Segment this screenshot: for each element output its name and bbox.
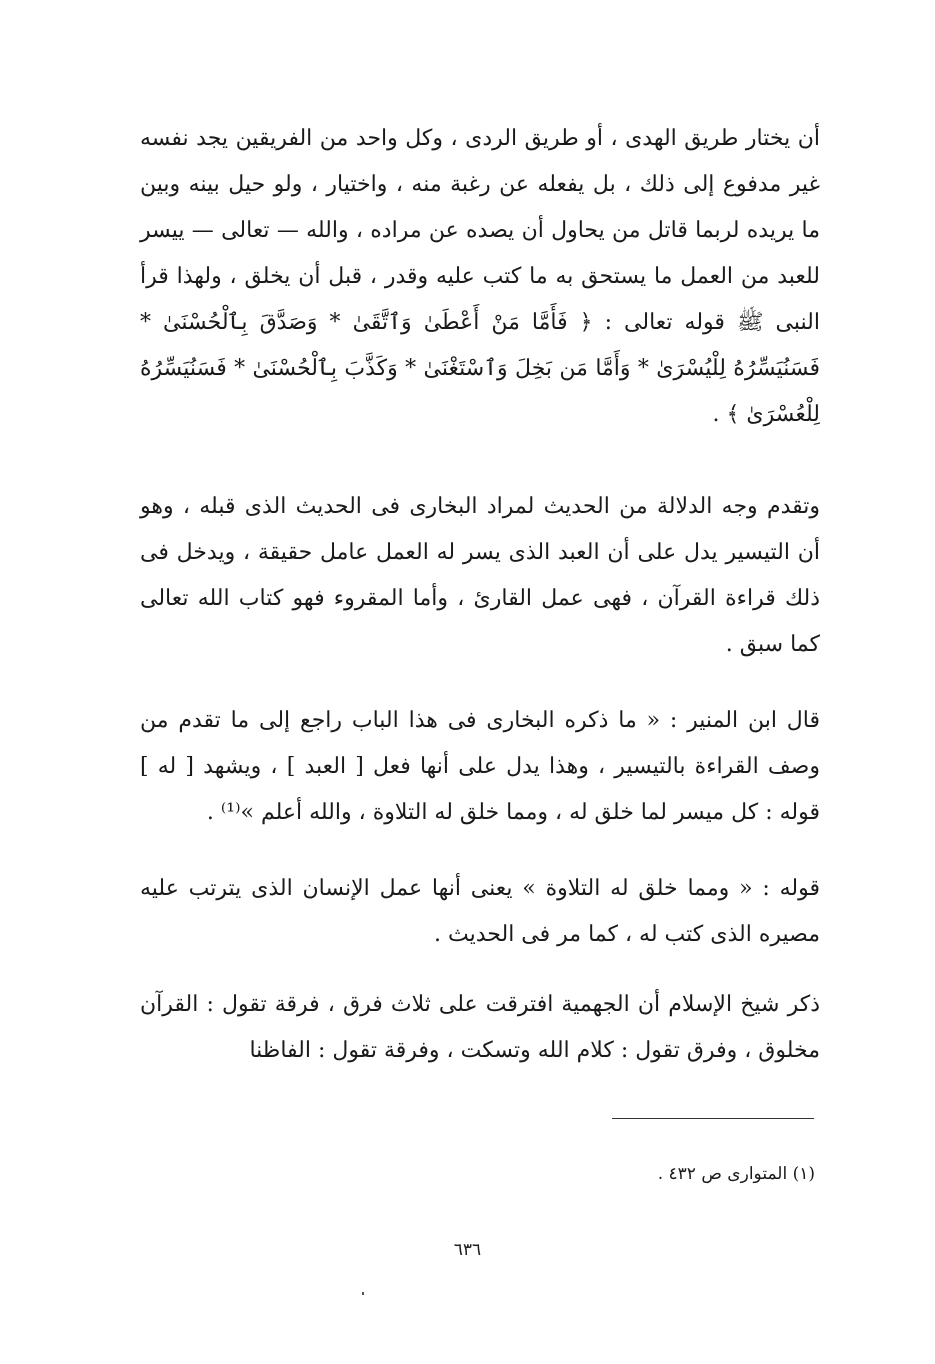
page-number: ٦٣٦ [453,1240,482,1260]
scan-speck [362,1292,364,1295]
paragraph-3: قال ابن المنير : « ما ذكره البخارى فى هذا الباب راجع إلى ما تقدم من وصف القراءة بالتيسير ، وهذا يدل على أنها فعل [ العبد ] ، ويشهد [ له ] قوله : كل ميسر لما خلق له ، ومما خلق له التلاوة ، والله أعلم »⁽¹⁾ . [140,708,820,825]
paragraph-1: أن يختار طريق الهدى ، أو طريق الردى ، وكل واحد من الفريقين يجد نفسه غير مدفوع إلى ذلك ، بل يفعله عن رغبة منه ، واختيار ، ولو حيل بينه وبين ما يريده لربما قاتل من يحاول أن يصده عن مراده ، والله — تعالى — ييسر للعبد من العمل ما يستحق به ما كتب عليه وقدر ، قبل أن يخلق ، ولهذا قرأ النبى ﷺ قوله تعالى : ﴿ فَأَمَّا مَنْ أَعْطَىٰ وَٱتَّقَىٰ * وَصَدَّقَ بِٱلْحُسْنَىٰ * فَسَنُيَسِّرُهُ لِلْيُسْرَىٰ * وَأَمَّا مَن بَخِلَ وَٱسْتَغْنَىٰ * وَكَذَّبَ بِٱلْحُسْنَىٰ * فَسَنُيَسِّرُهُ لِلْعُسْرَىٰ ﴾ . [140,126,820,427]
paragraph-4: قوله : « ومما خلق له التلاوة » يعنى أنها عمل الإنسان الذى يترتب عليه مصيره الذى كتب له ، كما مر فى الحديث . [140,876,820,947]
footnote-divider [612,1118,814,1119]
paragraph-5: ذكر شيخ الإسلام أن الجهمية افترقت على ثلاث فرق ، فرقة تقول : القرآن مخلوق ، وفرق تقول : كلام الله وتسكت ، وفرقة تقول : الفاظنا [140,992,820,1063]
paragraph-2: وتقدم وجه الدلالة من الحديث لمراد البخارى فى الحديث الذى قبله ، وهو أن التيسير يدل على أن العبد الذى يسر له العمل عامل حقيقة ، ويدخل فى ذلك قراءة القرآن ، فهى عمل القارئ ، وأما المقروء فهو كتاب الله تعالى كما سبق . [140,494,820,657]
footnote: (١) المتوارى ص ٤٣٢ . [657,1164,815,1184]
